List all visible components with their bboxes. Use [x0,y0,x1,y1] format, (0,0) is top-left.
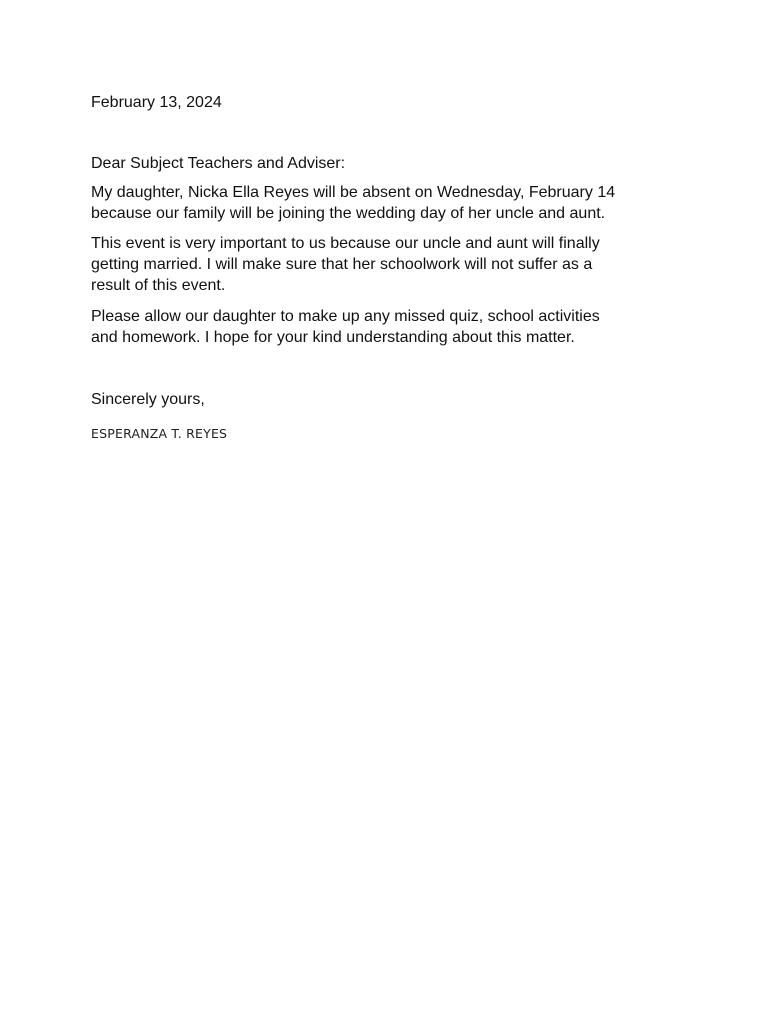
paragraph-line: result of this event. [91,277,226,294]
signature-name: ESPERANZA T. REYES [91,426,228,441]
paragraph-line: and homework. I hope for your kind understanding about this matter. [91,329,575,346]
paragraph-line: Please allow our daughter to make up any missed quiz, school activities [91,308,600,325]
letter-date: February 13, 2024 [91,94,222,111]
paragraph-line: getting married. I will make sure that her schoolwork will not suffer as a [91,256,593,273]
salutation: Dear Subject Teachers and Adviser: [91,155,346,172]
closing: Sincerely yours, [91,391,205,408]
paragraph-line: This event is very important to us because our uncle and aunt will finally [91,235,600,252]
paragraph-line: My daughter, Nicka Ella Reyes will be absent on Wednesday, February 14 [91,184,616,201]
paragraph-line: because our family will be joining the wedding day of her uncle and aunt. [91,205,606,222]
